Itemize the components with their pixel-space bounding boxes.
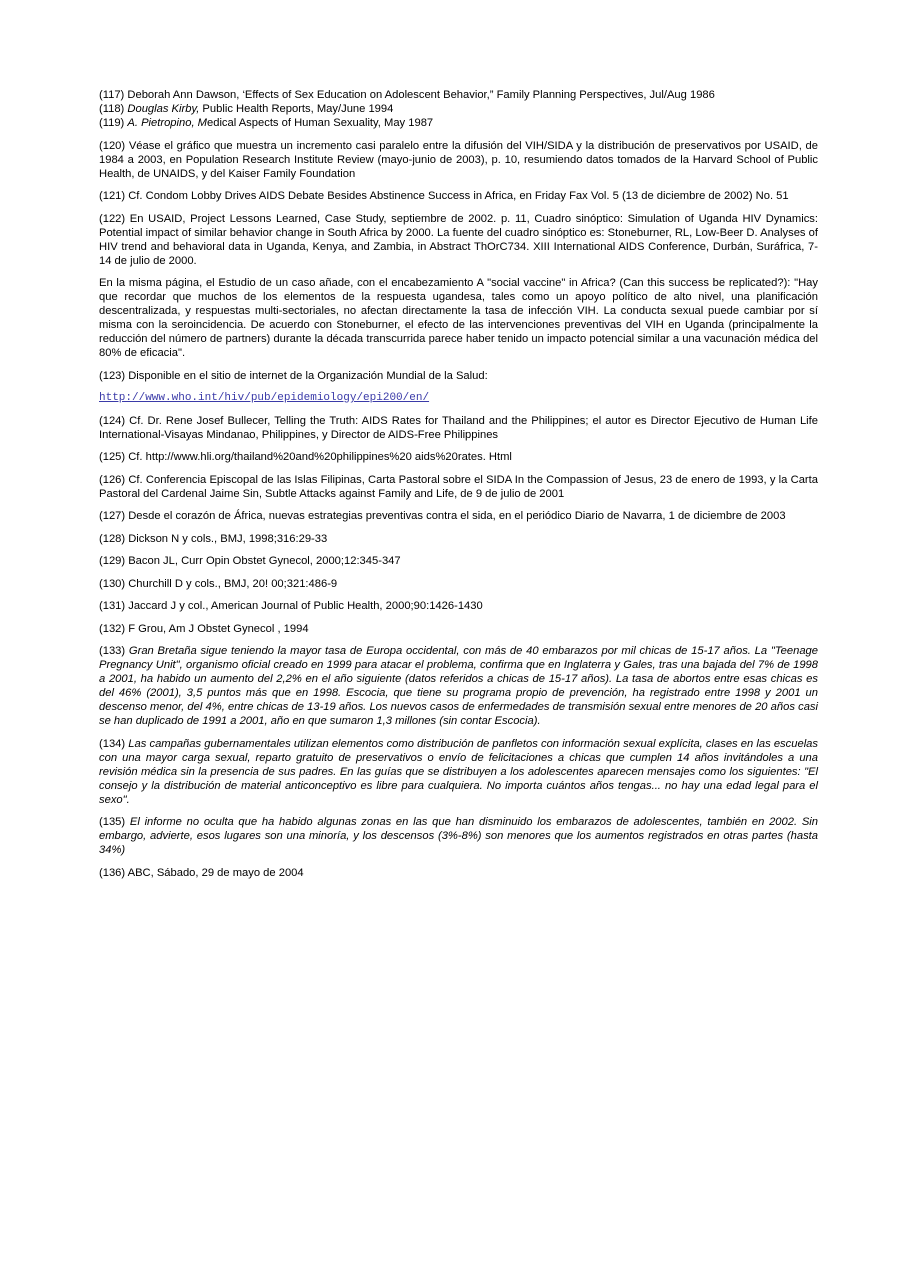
footnote-118-author: Douglas Kirby, [127,103,200,115]
footnote-119: (119) A. Pietropino, Medical Aspects of Human Sexuality, May 1987 [99,117,434,129]
footnote-118: (118) Douglas Kirby, Public Health Reports, May/June 1994 [99,103,394,115]
footnote-136: (136) ABC, Sábado, 29 de mayo de 2004 [99,866,304,879]
footnote-127: (127) Desde el corazón de África, nuevas estrategias preventivas contra el sida, en el periódico Diario de Navarra, 1 de diciembre de 2003 [99,510,786,522]
footnote-124: (124) Cf. Dr. Rene Josef Bullecer, Telling the Truth: AIDS Rates for Thailand and the Philippines; el autor es Director Ejecutivo de Human Life International-Visayas Mindanao, Philippines, y Director de AIDS-Free Philippines [99,414,818,441]
footnote-121: (121) Cf. Condom Lobby Drives AIDS Debate Besides Abstinence Success in Africa, en Friday Fax Vol. 5 (13 de diciembre de 2002) No. 51 [99,190,789,202]
footnote-125: (125) Cf. http://www.hli.org/thailand%20and%20philippines%20 aids%20rates. Html [99,451,512,463]
footnote-128: (128) Dickson N y cols., BMJ, 1998;316:29-33 [99,532,328,545]
footnote-117: (117) Deborah Ann Dawson, ‘Effects of Sex Education on Adolescent Behavior,” Family Planning Perspectives, Jul/Aug 1986 [99,89,715,101]
footnote-129: (129) Bacon JL, Curr Opin Obstet Gynecol, 2000;12:345-347 [99,555,401,567]
footnote-133-text: Gran Bretaña sigue teniendo la mayor tasa de Europa occidental, con más de 40 embarazos por mil chicas de 15-17 años. La "Teenage Pregnancy Unit", organismo oficial creado en 1999 para atacar el problema, confirma que en Inglaterra y Gales, tras una bajada del 7% de 1998 a 2001, ha habido un aumento del 2,2% en el año siguiente (datos referidos a chicas de 15-17 años). La tasa de abortos entre esas chicas es del 46% (2001), 3,5 puntos más que en 1998. Escocia, que tiene su programa propio de prevención, ha registrado entre 1998 y 2001 un descenso menor, del 4%, entre chicas de 13-19 años. Los nuevos casos de enfermedades de transmisión sexual entre menores de 20 años casi se han duplicado de 1991 a 2001, año en que sumaron 1,3 millones (sin contar Escocia). [99,645,818,727]
footnotes-117-119 [99,88,818,130]
footnote-120: (120) Véase el gráfico que muestra un incremento casi paralelo entre la difusión del VIH/SIDA y la distribución de preservativos por USAID, de 1984 a 2003, en Population Research Institute Review (mayo-junio de 2003), p. 10, resumiendo datos tomados de la Harvard School of Public Health, de UNAIDS, y del Kaiser Family Foundation [99,139,818,180]
footnote-119-author: A. Pietropino, M [127,117,207,129]
footnote-122: (122) En USAID, Project Lessons Learned, Case Study, septiembre de 2002. p. 11, Cuadro sinóptico: Simulation of Uganda HIV Dynamics: Potential impact of similar behavior change in South Africa by 2000. La fuente del cuadro sinóptico es: Stoneburner, RL, Low-Beer D. Analyses of HIV trend and behavioral data in Uganda, Kenya, and Zambia, in Abstract ThOrC734. XIII International AIDS Conference, Durbán, Suráfrica, 7-14 de julio de 2000. [99,212,818,267]
footnote-130: (130) Churchill D y cols., BMJ, 20! 00;321:486-9 [99,577,338,590]
footnote-122-continuation: En la misma página, el Estudio de un caso añade, con el encabezamiento A "social vaccine" in Africa? (Can this success be replicated?): "Hay que recordar que muchos de los elementos de la respuesta ugandesa, tales como un apoyo político de alto nivel, una planificación descentralizada, y respuestas multi-sectoriales, no afectan directamente la tasa de infección VIH. La conducta sexual puede cambiar por sí misma con la seroincidencia. De acuerdo con Stoneburner, el efecto de las intervenciones preventivas del VIH en Uganda (principalmente la reducción del número de partners) durante la década transcurrida parece haber tenido un impacto potencial similar a una vacunación médica del 80% de eficacia". [99,277,818,359]
footnote-123: (123) Disponible en el sitio de internet de la Organización Mundial de la Salud: [99,369,488,382]
who-epidemiology-link[interactable]: http://www.who.int/hiv/pub/epidemiology/epi200/en/ [99,392,430,404]
footnote-126: (126) Cf. Conferencia Episcopal de las Islas Filipinas, Carta Pastoral sobre el SIDA In the Compassion of Jesus, 23 de enero de 1993, y la Carta Pastoral del Cardenal Jaime Sin, Subtle Attacks against Family and Life, de 9 de julio de 2001 [99,473,818,500]
footnote-135: (135) El informe no oculta que ha habido algunas zonas en las que han disminuido los embarazos de adolescentes, también en 2002. Sin embargo, advierte, esos lugares son una minoría, y los descensos (3%-8%) son menores que los aumentos registrados en otras partes (hasta 34%) [99,816,818,856]
footnotes-page [99,88,818,888]
footnote-135-text: El informe no oculta que ha habido algunas zonas en las que han disminuido los embarazos de adolescentes, también en 2002. Sin embargo, advierte, esos lugares son una minoría, y los descensos (3%-8%) son menores que los aumentos registrados en otras partes (hasta 34%) [99,816,818,856]
footnote-131: (131) Jaccard J y col., American Journal of Public Health, 2000;90:1426-1430 [99,600,483,612]
footnote-134: (134) Las campañas gubernamentales utilizan elementos como distribución de panfletos con información sexual explícita, clases en las escuelas con una mayor carga sexual, reparto gratuito de preservativos o envío de felicitaciones a chicas que cumplen 14 años invitándoles a una revisión médica sin la presencia de sus padres. En las guías que se distribuyen a los adolescentes aparecen mensajes como los siguientes: "El consejo y la distribución de material anticonceptivo es libre para cualquiera. No importa cuántos años tengas... no hay una edad legal para el sexo". [99,737,818,806]
footnote-133: (133) Gran Bretaña sigue teniendo la mayor tasa de Europa occidental, con más de 40 embarazos por mil chicas de 15-17 años. La "Teenage Pregnancy Unit", organismo oficial creado en 1999 para atacar el problema, confirma que en Inglaterra y Gales, tras una bajada del 7% de 1998 a 2001, ha habido un aumento del 2,2% en el año siguiente (datos referidos a chicas de 15-17 años). La tasa de abortos entre esas chicas es del 46% (2001), 3,5 puntos más que en 1998. Escocia, que tiene su programa propio de prevención, ha registrado entre 1998 y 2001 un descenso menor, del 4%, entre chicas de 13-19 años. Los nuevos casos de enfermedades de transmisión sexual entre menores de 20 años casi se han duplicado de 1991 a 2001, año en que sumaron 1,3 millones (sin contar Escocia). [99,645,818,727]
footnote-134-text: Las campañas gubernamentales utilizan elementos como distribución de panfletos con información sexual explícita, clases en las escuelas con una mayor carga sexual, reparto gratuito de preservativos o envío de felicitaciones a chicas que cumplen 14 años invitándoles a una revisión médica sin la presencia de sus padres. En las guías que se distribuyen a los adolescentes aparecen mensajes como los siguientes: "El consejo y la distribución de material anticonceptivo es libre para cualquiera. No importa cuántos años tengas... no hay una edad legal para el sexo". [99,737,818,806]
footnote-132: (132) F Grou, Am J Obstet Gynecol , 1994 [99,622,309,635]
